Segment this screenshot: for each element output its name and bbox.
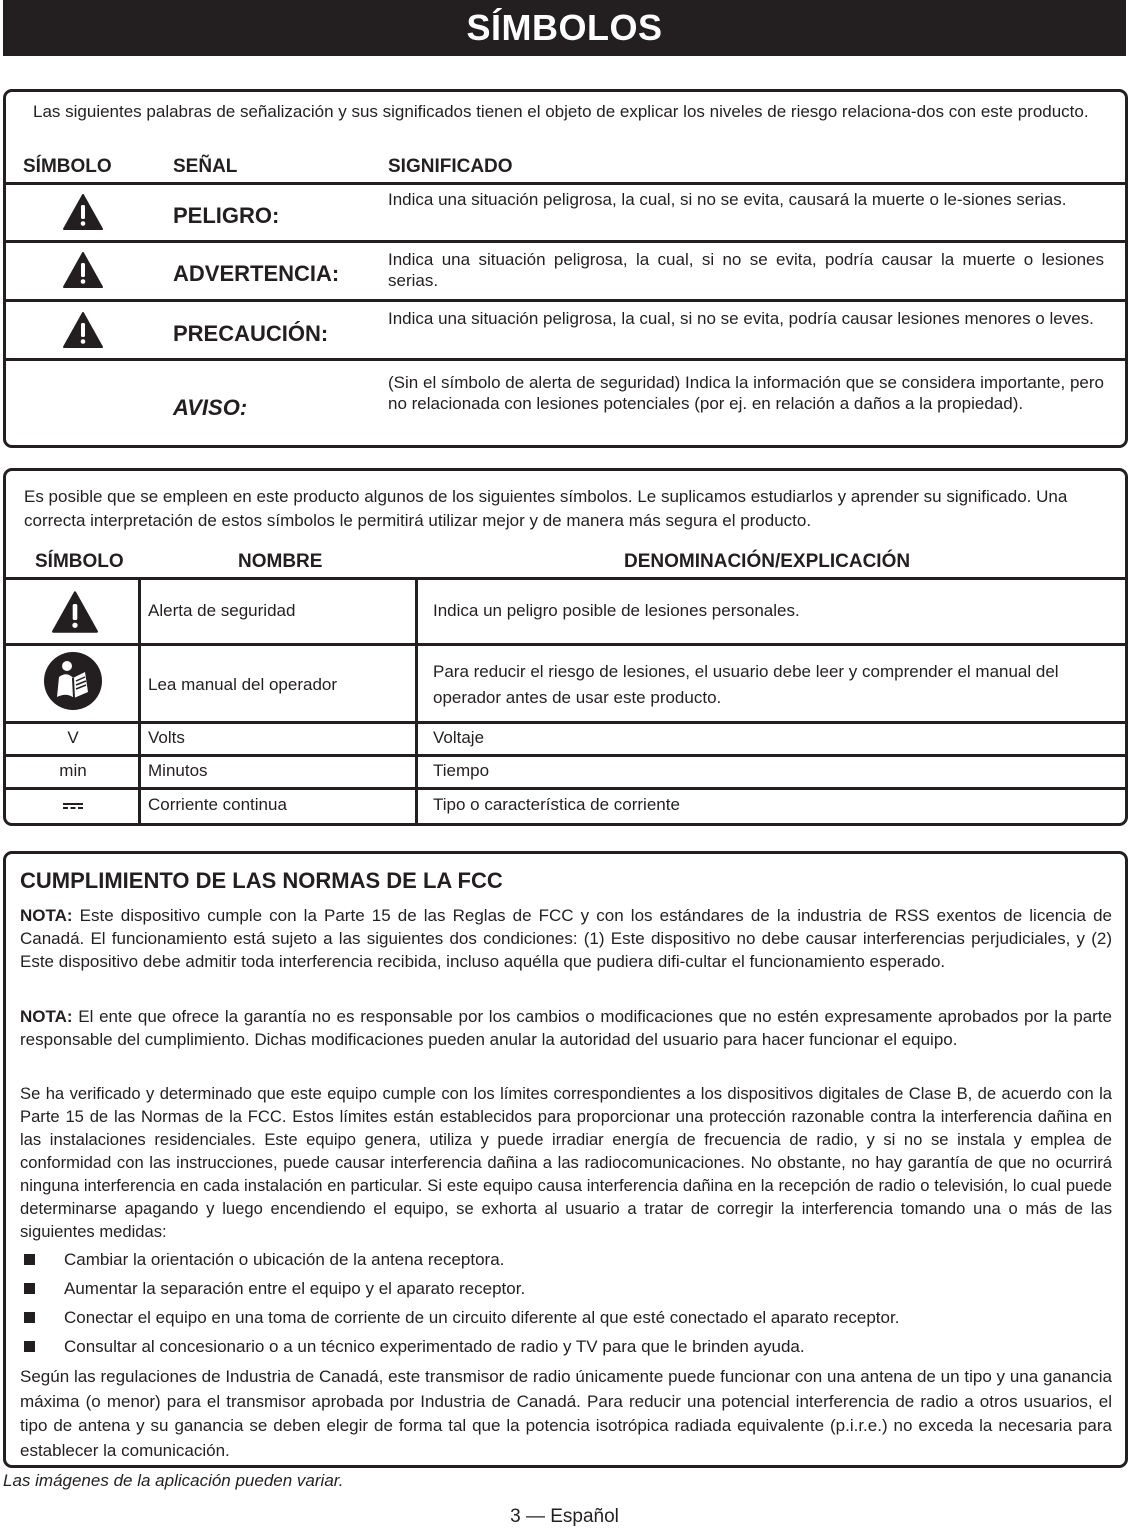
- list-item-text: Aumentar la separación entre el equipo y el aparato receptor.: [64, 1279, 526, 1298]
- note-label: NOTA:: [20, 1007, 73, 1026]
- note-text: El ente que ofrece la garantía no es responsable por los cambios o modificaciones que no estén expresamente aprobados por la parte responsable del cumplimiento. Dichas modificaciones pueden anular la autoridad del usuario para hacer funcionar el equipo.: [20, 1007, 1112, 1049]
- safety-alert-icon: [52, 591, 98, 633]
- fcc-note-1: [20, 904, 1112, 973]
- col-header-explanation: DENOMINACIÓN/EXPLICACIÓN: [624, 551, 911, 572]
- signal-meaning-danger: Indica una situación peligrosa, la cual, si no se evita, causará la muerte o le-siones serias.: [388, 190, 1067, 209]
- fcc-note-2: [20, 1005, 1112, 1051]
- col-header-name: NOMBRE: [238, 551, 323, 572]
- signals-intro: Las siguientes palabras de señalización y sus significados tienen el objeto de explicar los niveles de riesgo relaciona-dos con este producto.: [33, 102, 1089, 121]
- signal-word-danger: PELIGRO:: [173, 203, 280, 228]
- symbol-name: Corriente continua: [148, 795, 287, 814]
- direct-current-icon: [63, 802, 83, 810]
- divider: [6, 721, 1125, 724]
- bullet-square-icon: [24, 1341, 35, 1352]
- signal-meaning-notice: (Sin el símbolo de alerta de seguridad) Indica la información que se considera importante, pero no relacionada con lesiones potenciales (por ej. en relación a daños a la propiedad).: [388, 373, 1104, 413]
- fcc-paragraph: Según las regulaciones de Industria de Canadá, este transmisor de radio únicamente puede funcionar con una antena de un tipo y una ganancia máxima (o menor) para el transmisor aprobada por Industria de Canadá. Para reducir una potencial interferencia de radio a otros usuarios, el tipo de antena y su ganancia se deben elegir de forma tal que la potencia isotrópica radiada equivalente (p.i.r.e.) no exceda la necesaria para establecer la comunicación.: [20, 1367, 1112, 1460]
- symbol-explanation: Voltaje: [433, 728, 485, 747]
- col-header-meaning: SIGNIFICADO: [388, 156, 513, 177]
- warning-triangle-icon: [63, 312, 103, 348]
- signal-word-caution: PRECAUCIÓN:: [173, 321, 329, 346]
- symbols-intro: Es posible que se empleen en este producto algunos de los siguientes símbolos. Le suplicamos estudiarlos y aprender su significado. Una correcta interpretación de estos símbolos le permitirá utilizar mejor y de manera más segura el producto.: [24, 487, 1068, 530]
- fcc-paragraph: Se ha verificado y determinado que este equipo cumple con los límites correspondientes a los dispositivos digitales de Clase B, de acuerdo con la Parte 15 de las Normas de la FCC. Estos límites están establecidos para proporcionar una protección razonable contra la interferencia dañina en las instalaciones residenciales. Este equipo genera, utiliza y puede irradiar energía de frecuencia de radio, y si no se instala y emplea de conformidad con las instrucciones, puede causar interferencia dañina a las radiocomunicaciones. No obstante, no hay garantía de que no ocurrirá ninguna interferencia en cada instalación en particular. Si este equipo causa interferencia dañina en la recepción de radio o televisión, lo cual puede determinarse apagando y luego encendiendo el equipo, se exhorta al usuario a tratar de corregir la interferencia tomando una o más de las siguientes medidas:: [20, 1084, 1112, 1241]
- fcc-compliance-box: [3, 851, 1128, 1468]
- warning-triangle-icon: [63, 194, 103, 230]
- list-item-text: Cambiar la orientación o ubicación de la antena receptora.: [64, 1250, 505, 1269]
- volts-symbol: V: [67, 728, 79, 747]
- signal-word-notice: AVISO:: [173, 395, 248, 420]
- read-manual-icon: [43, 651, 103, 711]
- bullet-square-icon: [24, 1254, 35, 1265]
- list-item-text: Consultar al concesionario o a un técnico experimentado de radio y TV para que le brinden ayuda.: [64, 1337, 805, 1356]
- divider: [6, 358, 1125, 361]
- signal-word-warning: ADVERTENCIA:: [173, 261, 340, 286]
- warning-triangle-icon: [63, 252, 103, 288]
- col-header-symbol: SÍMBOLO: [35, 551, 124, 572]
- col-header-signal: SEÑAL: [173, 156, 238, 177]
- page-title: SÍMBOLOS: [3, 0, 1126, 56]
- bullet-square-icon: [24, 1283, 35, 1294]
- symbol-name: Lea manual del operador: [148, 675, 338, 694]
- divider: [6, 240, 1125, 243]
- divider: [6, 643, 1125, 646]
- divider: [6, 182, 1125, 185]
- bullet-square-icon: [24, 1312, 35, 1323]
- footer-note: Las imágenes de la aplicación pueden variar.: [3, 1471, 344, 1490]
- page-number: 3 — Español: [510, 1506, 619, 1527]
- symbol-explanation: Indica un peligro posible de lesiones personales.: [433, 601, 800, 620]
- note-text: Este dispositivo cumple con la Parte 15 de las Reglas de FCC y con los estándares de la industria de RSS exentos de licencia de Canadá. El funcionamiento está sujeto a las siguientes dos condiciones: (1) Este dispositivo no debe causar interferencias perjudiciales, y (2) Este dispositivo debe admitir toda interferencia recibida, incluso aquélla que pudiera difi-cultar el funcionamiento esperado.: [20, 906, 1112, 971]
- signal-meaning-caution: Indica una situación peligrosa, la cual, si no se evita, podría causar lesiones menores o leves.: [388, 309, 1094, 328]
- list-item-text: Conectar el equipo en una toma de corriente de un circuito diferente al que esté conectado el aparato receptor.: [64, 1308, 900, 1327]
- symbol-explanation: Para reducir el riesgo de lesiones, el usuario debe leer y comprender el manual del operador antes de usar este producto.: [433, 662, 1059, 707]
- note-label: NOTA:: [20, 906, 73, 925]
- symbol-name: Alerta de seguridad: [148, 601, 296, 620]
- signal-meaning-warning: Indica una situación peligrosa, la cual, si no se evita, podría causar la muerte o lesiones serias.: [388, 250, 1104, 290]
- divider: [6, 754, 1125, 757]
- symbol-explanation: Tiempo: [433, 761, 490, 780]
- divider: [6, 787, 1125, 790]
- divider: [6, 577, 1125, 580]
- symbol-explanation: Tipo o característica de corriente: [433, 795, 680, 814]
- fcc-title: CUMPLIMIENTO DE LAS NORMAS DE LA FCC: [20, 868, 503, 893]
- symbol-name: Minutos: [148, 761, 208, 780]
- symbols-box: [3, 468, 1128, 826]
- col-header-symbol: SÍMBOLO: [23, 156, 112, 177]
- minutes-symbol: min: [59, 761, 87, 780]
- symbol-name: Volts: [148, 728, 185, 747]
- signal-words-box: [3, 89, 1128, 448]
- divider: [6, 299, 1125, 302]
